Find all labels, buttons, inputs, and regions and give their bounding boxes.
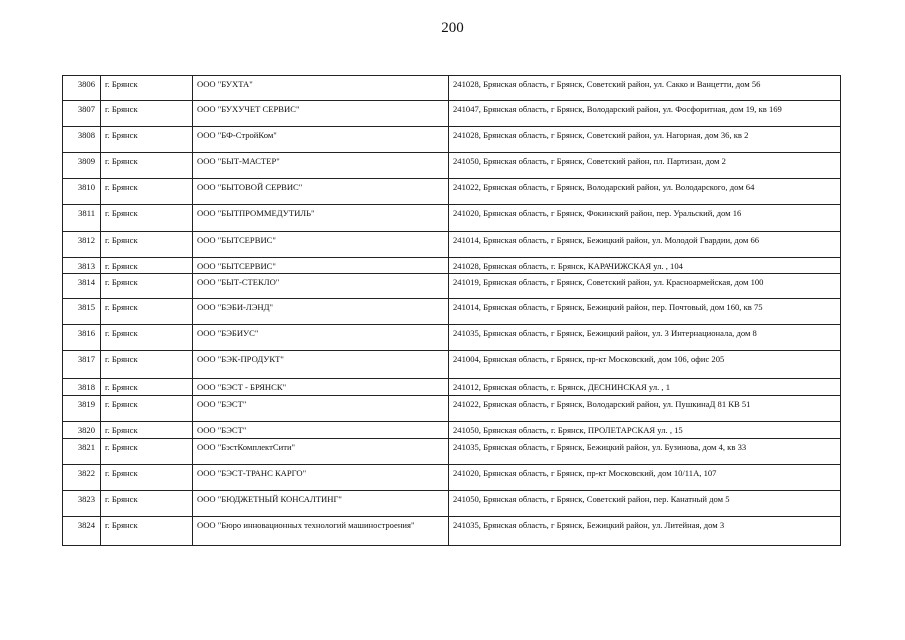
row-address: 241047, Брянская область, г Брянск, Володарский район, ул. Фосфоритная, дом 19, кв 169 [449,101,841,127]
row-address: 241022, Брянская область, г Брянск, Володарский район, ул. Володарского, дом 64 [449,179,841,205]
row-organization: ООО "БЭСТ-ТРАНС КАРГО" [193,465,449,491]
row-address: 241028, Брянская область, г Брянск, Советский район, ул. Нагорная, дом 36, кв 2 [449,127,841,153]
row-organization: ООО "БЫТСЕРВИС" [193,232,449,258]
row-city: г. Брянск [101,299,193,325]
row-city: г. Брянск [101,422,193,439]
row-organization: ООО "БЭБИУС" [193,325,449,351]
row-address: 241014, Брянская область, г Брянск, Бежицкий район, ул. Молодой Гвардии, дом 66 [449,232,841,258]
row-city: г. Брянск [101,325,193,351]
row-number: 3819 [63,396,101,422]
row-address: 241019, Брянская область, г Брянск, Советский район, ул. Красноармейская, дом 100 [449,274,841,299]
table-row [63,465,841,491]
row-number: 3818 [63,379,101,396]
table-row [63,491,841,517]
row-number: 3814 [63,274,101,299]
row-number: 3817 [63,351,101,379]
table-row [63,422,841,439]
row-address: 241028, Брянская область, г Брянск, Советский район, ул. Сакко и Ванцетти, дом 56 [449,76,841,101]
row-city: г. Брянск [101,153,193,179]
row-address: 241035, Брянская область, г Брянск, Бежицкий район, ул. 3 Интернационала, дом 8 [449,325,841,351]
table-row [63,232,841,258]
row-organization: ООО "БУХТА" [193,76,449,101]
row-organization: ООО "БЫТСЕРВИС" [193,258,449,274]
row-address: 241028, Брянская область, г. Брянск, КАРАЧИЖСКАЯ ул. , 104 [449,258,841,274]
row-city: г. Брянск [101,205,193,232]
row-number: 3823 [63,491,101,517]
row-number: 3806 [63,76,101,101]
row-number: 3810 [63,179,101,205]
row-address: 241050, Брянская область, г Брянск, Советский район, пл. Партизан, дом 2 [449,153,841,179]
table-row [63,299,841,325]
row-city: г. Брянск [101,465,193,491]
table-row [63,439,841,465]
row-city: г. Брянск [101,379,193,396]
row-number: 3816 [63,325,101,351]
table-row [63,517,841,546]
row-address: 241020, Брянская область, г Брянск, Фокинский район, пер. Уральский, дом 16 [449,205,841,232]
row-address: 241020, Брянская область, г Брянск, пр-кт Московский, дом 10/11А, 107 [449,465,841,491]
row-number: 3813 [63,258,101,274]
table-row [63,351,841,379]
row-address: 241004, Брянская область, г Брянск, пр-кт Московский, дом 106, офис 205 [449,351,841,379]
row-city: г. Брянск [101,517,193,546]
row-address: 241012, Брянская область, г. Брянск, ДЕСНИНСКАЯ ул. , 1 [449,379,841,396]
table-row [63,325,841,351]
row-number: 3809 [63,153,101,179]
row-organization: ООО "БЭСТ" [193,396,449,422]
row-city: г. Брянск [101,127,193,153]
table-row [63,379,841,396]
row-number: 3811 [63,205,101,232]
row-city: г. Брянск [101,439,193,465]
row-number: 3812 [63,232,101,258]
row-organization: ООО "БЫТ-МАСТЕР" [193,153,449,179]
row-number: 3808 [63,127,101,153]
row-city: г. Брянск [101,396,193,422]
table-row [63,205,841,232]
row-address: 241022, Брянская область, г Брянск, Володарский район, ул. ПушкинаД 81 КВ 51 [449,396,841,422]
organizations-table [62,75,841,546]
row-organization: ООО "БЭСТ - БРЯНСК" [193,379,449,396]
row-number: 3807 [63,101,101,127]
row-city: г. Брянск [101,76,193,101]
row-address: 241050, Брянская область, г Брянск, Советский район, пер. Канатный дом 5 [449,491,841,517]
table-row [63,258,841,274]
table-row [63,274,841,299]
row-organization: ООО "БЭБИ-ЛЭНД" [193,299,449,325]
table-row [63,127,841,153]
row-address: 241035, Брянская область, г Брянск, Бежицкий район, ул. Литейная, дом 3 [449,517,841,546]
row-address: 241050, Брянская область, г. Брянск, ПРОЛЕТАРСКАЯ ул. , 15 [449,422,841,439]
row-city: г. Брянск [101,101,193,127]
row-organization: ООО "БЭСТ" [193,422,449,439]
row-organization: ООО "БэстКомплектСити" [193,439,449,465]
row-city: г. Брянск [101,351,193,379]
row-city: г. Брянск [101,179,193,205]
row-address: 241035, Брянская область, г Брянск, Бежицкий район, ул. Бузинова, дом 4, кв 33 [449,439,841,465]
row-organization: ООО "БЫТОВОЙ СЕРВИС" [193,179,449,205]
row-organization: ООО "БФ-СтройКом" [193,127,449,153]
table-row [63,179,841,205]
row-organization: ООО "БЮДЖЕТНЫЙ КОНСАЛТИНГ" [193,491,449,517]
row-organization: ООО "БЭК-ПРОДУКТ" [193,351,449,379]
row-city: г. Брянск [101,258,193,274]
row-organization: ООО "БЫТ-СТЕКЛО" [193,274,449,299]
row-number: 3820 [63,422,101,439]
row-address: 241014, Брянская область, г Брянск, Бежицкий район, пер. Почтовый, дом 160, кв 75 [449,299,841,325]
page-number: 200 [441,20,464,36]
table-row [63,76,841,101]
row-organization: ООО "Бюро инновационных технологий машиностроения" [193,517,449,546]
row-city: г. Брянск [101,491,193,517]
row-number: 3815 [63,299,101,325]
row-number: 3824 [63,517,101,546]
row-city: г. Брянск [101,274,193,299]
row-number: 3821 [63,439,101,465]
table-row [63,153,841,179]
row-organization: ООО "БЫТПРОММЕДУТИЛЬ" [193,205,449,232]
row-organization: ООО "БУХУЧЕТ СЕРВИС" [193,101,449,127]
table-row [63,396,841,422]
row-number: 3822 [63,465,101,491]
table-row [63,101,841,127]
row-city: г. Брянск [101,232,193,258]
